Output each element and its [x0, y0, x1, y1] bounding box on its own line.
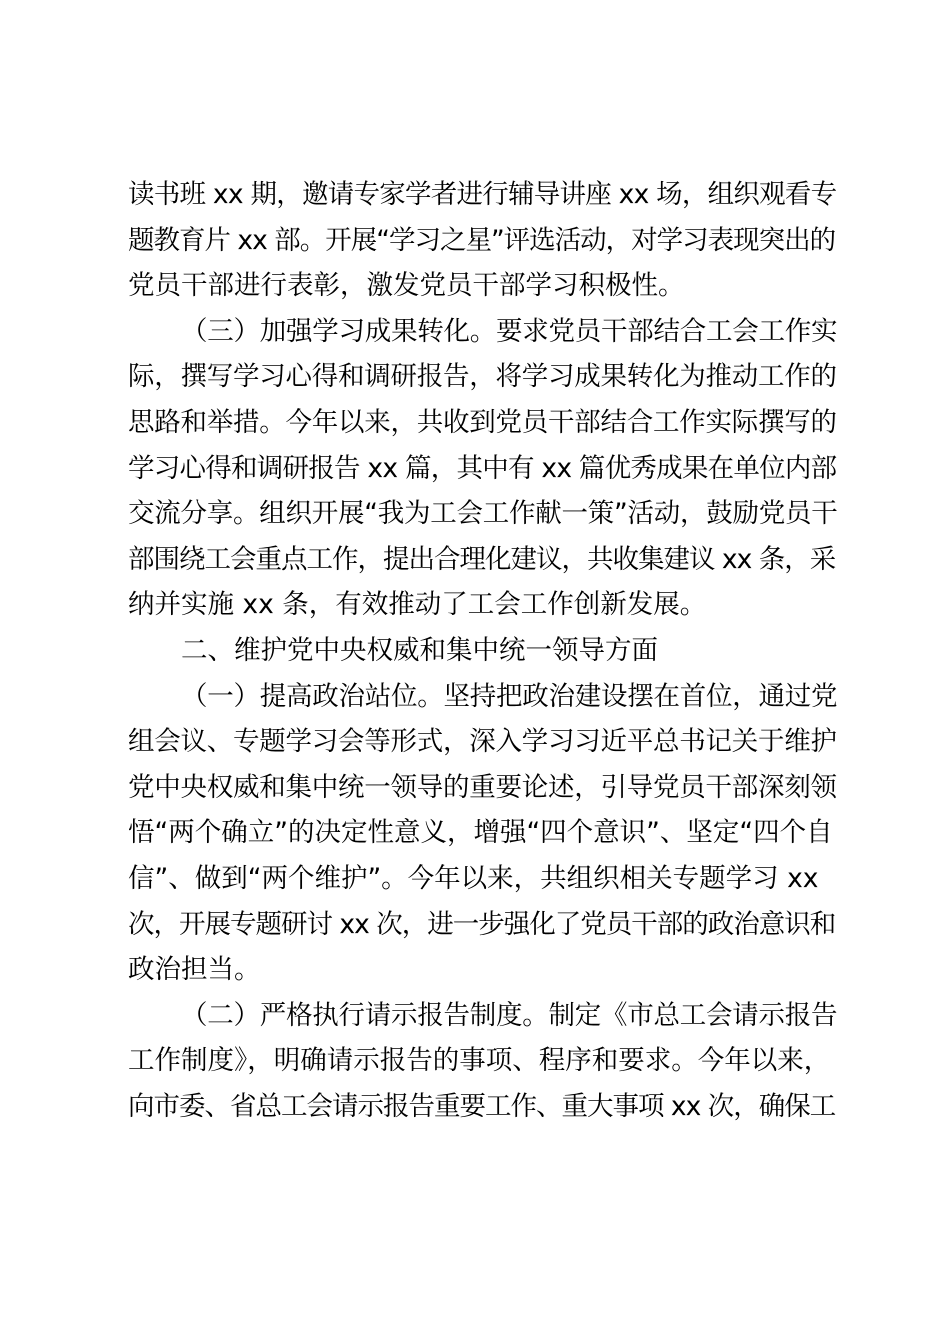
text-line: 政治担当。	[128, 954, 261, 986]
text-line: 工作制度》，明确请示报告的事项、程序和要求。今年以来，	[128, 1045, 831, 1077]
text-line: （二）严格执行请示报告制度。制定《市总工会请示报告	[181, 999, 838, 1031]
text-line: 际，撰写学习心得和调研报告，将学习成果转化为推动工作的	[128, 361, 837, 393]
text-line: 题教育片 xx 部。开展“学习之星”评选活动，对学习表现突出的	[128, 224, 836, 256]
text-line: 组会议、专题学习会等形式，深入学习习近平总书记关于维护	[128, 726, 837, 758]
text-line: 学习心得和调研报告 xx 篇，其中有 xx 篇优秀成果在单位内部	[128, 452, 837, 484]
text-line: 信”、做到“两个维护”。今年以来，共组织相关专题学习 xx	[128, 862, 819, 894]
text-line: 交流分享。组织开展“我为工会工作献一策”活动，鼓励党员干	[128, 498, 838, 530]
text-line: 纳并实施 xx 条，有效推动了工会工作创新发展。	[128, 589, 707, 621]
text-line: 悟“两个确立”的决定性意义，增强“四个意识”、坚定“四个自	[128, 817, 833, 849]
document-body	[128, 172, 838, 1129]
text-line: （三）加强学习成果转化。要求党员干部结合工会工作实	[181, 315, 838, 347]
text-line: 党员干部进行表彰，激发党员干部学习积极性。	[128, 270, 685, 302]
text-line: 二、维护党中央权威和集中统一领导方面	[181, 634, 658, 666]
text-line: 向市委、省总工会请示报告重要工作、重大事项 xx 次，确保工	[128, 1090, 836, 1122]
text-line: 读书班 xx 期，邀请专家学者进行辅导讲座 xx 场，组织观看专	[128, 179, 837, 210]
text-line: （一）提高政治站位。坚持把政治建设摆在首位，通过党	[181, 680, 838, 712]
text-line: 次，开展专题研讨 xx 次，进一步强化了党员干部的政治意识和	[128, 908, 836, 940]
text-line: 思路和举措。今年以来，共收到党员干部结合工作实际撰写的	[128, 406, 837, 438]
text-line: 部围绕工会重点工作，提出合理化建议，共收集建议 xx 条，采	[128, 543, 836, 575]
text-line: 党中央权威和集中统一领导的重要论述，引导党员干部深刻领	[128, 771, 837, 803]
